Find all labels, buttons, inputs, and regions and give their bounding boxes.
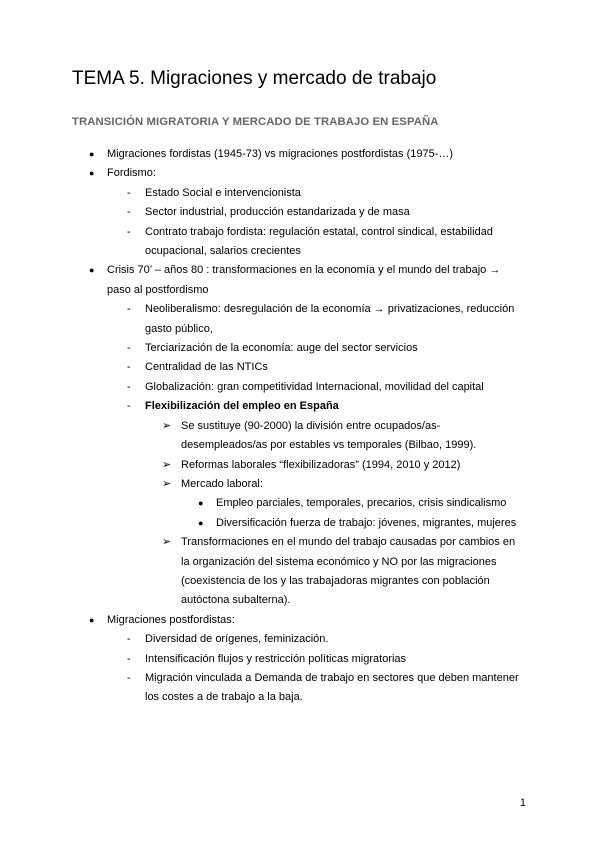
bullet-icon: ● xyxy=(89,265,95,276)
list-item-text: ocupacional, salarios crecientes xyxy=(145,245,301,258)
list-item xyxy=(0,650,600,669)
bullet-icon: ● xyxy=(89,614,95,625)
list-item-text: Diversificación fuerza de trabajo: jóvenes, migrantes, mujeres xyxy=(216,516,517,529)
list-item-text: Migraciones fordistas (1945-73) vs migraciones postfordistas (1975-…) xyxy=(107,148,454,160)
list-item-text: Neoliberalismo: desregulación de la economía → privatizaciones, reducción xyxy=(145,303,515,316)
list-item xyxy=(0,261,600,280)
list-item xyxy=(0,358,600,377)
list-item-text: Centralidad de las NTICs xyxy=(145,361,268,374)
list-item-text: Migración vinculada a Demanda de trabajo en sectores que deben mantener xyxy=(145,671,519,684)
list-item-text: Crisis 70’ – años 80 : transformaciones en la economía y el mundo del trabajo → xyxy=(107,264,501,277)
list-item-text: Estado Social e intervencionista xyxy=(145,186,301,199)
list-item-text: autóctona subalterna). xyxy=(181,594,291,607)
page-number: 1 xyxy=(519,797,526,809)
bullet-icon: ● xyxy=(89,168,95,179)
dash-marker: - xyxy=(127,400,131,413)
list-item xyxy=(0,397,600,416)
bullet-icon: ● xyxy=(198,498,204,509)
list-item xyxy=(0,145,600,164)
list-item-text: desempleados/as por estables vs temporales (Bilbao, 1999). xyxy=(181,439,477,452)
list-item xyxy=(0,436,600,455)
list-item-text: (coexistencia de los y las trabajadoras migrantes con población xyxy=(181,574,490,587)
list-item-text: Contrato trabajo fordista: regulación estatal, control sindical, estabilidad xyxy=(145,225,493,238)
list-item-text: paso al postfordismo xyxy=(107,283,209,296)
list-item-text: Intensificación flujos y restricción políticas migratorias xyxy=(145,652,407,665)
list-item xyxy=(0,456,600,475)
section-subtitle: TRANSICIÓN MIGRATORIA Y MERCADO DE TRABAJO EN ESPAÑA xyxy=(72,116,439,128)
list-item xyxy=(0,184,600,203)
list-item-text: Mercado laboral: xyxy=(181,477,263,490)
document-body xyxy=(0,145,600,708)
dash-marker: - xyxy=(127,225,131,238)
list-item-text: la organización del sistema económico y NO por las migraciones xyxy=(181,555,497,568)
list-item-text: Flexibilización del empleo en España xyxy=(145,400,339,413)
dash-marker: - xyxy=(127,186,131,199)
list-item-text: Reformas laborales “flexibilizadoras” (1994, 2010 y 2012) xyxy=(181,458,461,471)
list-item xyxy=(0,669,600,688)
list-item-text: Terciarización de la economía: auge del sector servicios xyxy=(145,342,418,355)
dash-marker: - xyxy=(127,380,131,393)
list-item xyxy=(0,688,600,707)
list-item xyxy=(0,533,600,552)
list-item-text: los costes a de trabajo a la baja. xyxy=(145,691,303,704)
list-item xyxy=(0,494,600,513)
list-item xyxy=(0,630,600,649)
list-item xyxy=(0,242,600,261)
list-item xyxy=(0,300,600,319)
list-item xyxy=(0,591,600,610)
list-item xyxy=(0,553,600,572)
page-title: TEMA 5. Migraciones y mercado de trabajo xyxy=(72,68,437,89)
arrow-bullet-icon: ➢ xyxy=(162,477,172,490)
list-item xyxy=(0,417,600,436)
arrow-bullet-icon: ➢ xyxy=(162,536,172,549)
dash-marker: - xyxy=(127,206,131,219)
dash-marker: - xyxy=(127,633,131,646)
list-item xyxy=(0,378,600,397)
list-item-text: gasto público, xyxy=(145,322,213,335)
bullet-icon: ● xyxy=(198,517,204,528)
list-item xyxy=(0,281,600,300)
list-item xyxy=(0,223,600,242)
dash-marker: - xyxy=(127,652,131,665)
list-item-text: Transformaciones en el mundo del trabajo causadas por cambios en xyxy=(181,536,516,549)
list-item-text: Empleo parciales, temporales, precarios, crisis sindicalismo xyxy=(216,497,507,510)
list-item xyxy=(0,203,600,222)
list-item-text: Diversidad de orígenes, feminización. xyxy=(145,633,329,646)
arrow-bullet-icon: ➢ xyxy=(162,458,172,471)
list-item-text: Migraciones postfordistas: xyxy=(107,613,235,626)
list-item-text: Sector industrial, producción estandarizada y de masa xyxy=(145,206,410,219)
dash-marker: - xyxy=(127,303,131,316)
list-item xyxy=(0,572,600,591)
dash-marker: - xyxy=(127,361,131,374)
list-item-text: Globalización: gran competitividad Internacional, movilidad del capital xyxy=(145,380,484,393)
list-item xyxy=(0,611,600,630)
dash-marker: - xyxy=(127,671,131,684)
list-item xyxy=(0,320,600,339)
list-item-text: Fordismo: xyxy=(107,167,156,180)
list-item xyxy=(0,339,600,358)
bullet-icon: ● xyxy=(89,149,95,159)
dash-marker: - xyxy=(127,342,131,355)
list-item xyxy=(0,475,600,494)
list-item xyxy=(0,164,600,183)
list-item xyxy=(0,514,600,533)
arrow-bullet-icon: ➢ xyxy=(162,419,172,432)
list-item-text: Se sustituye (90-2000) la división entre ocupados/as- xyxy=(181,419,441,432)
